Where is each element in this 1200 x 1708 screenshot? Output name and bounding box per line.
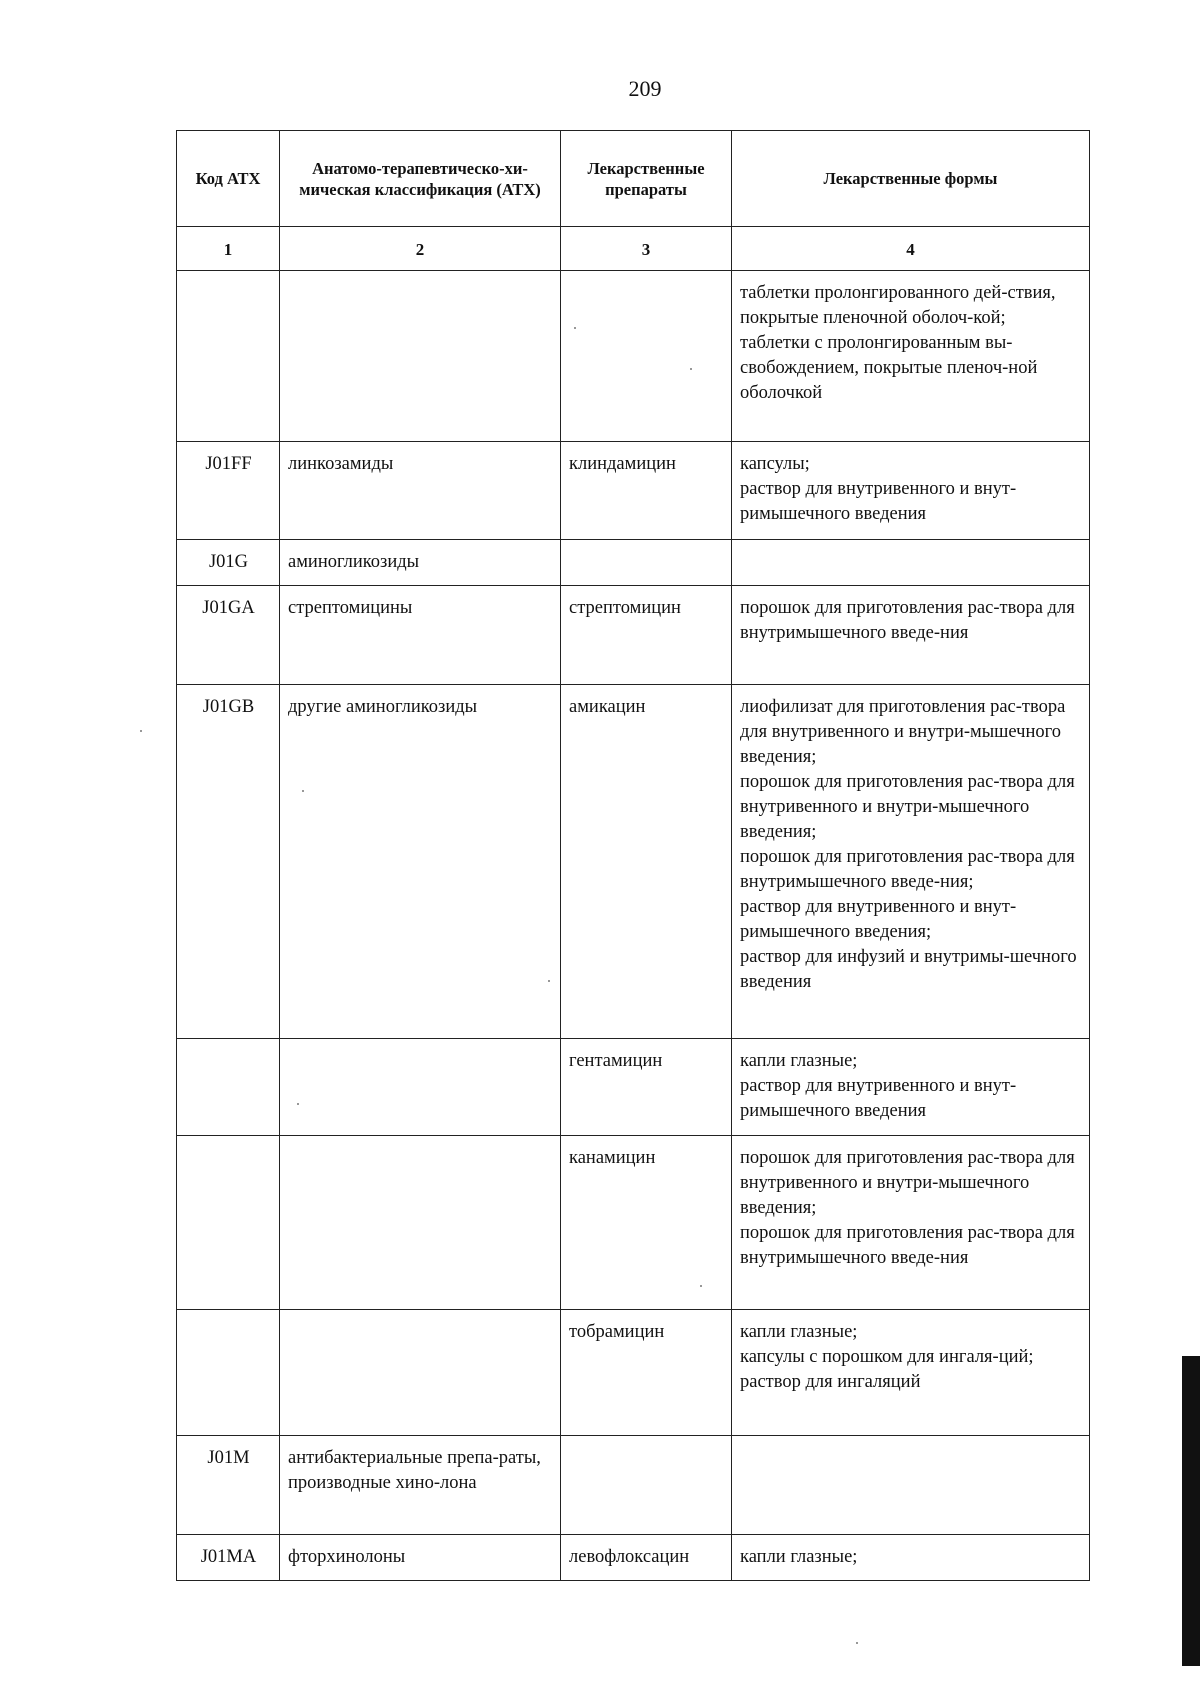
header-drugs: Лекарственные препараты	[561, 131, 732, 227]
scan-speck	[574, 327, 576, 329]
column-number: 1	[177, 227, 280, 271]
table-row	[177, 442, 1090, 540]
dosage-form-line: раствор для внутривенного и внут-римышечного введения	[740, 1076, 1017, 1121]
dosage-forms-cell	[732, 586, 1090, 685]
dosage-form-line: порошок для приготовления рас-твора для внутримышечного введе-ния;	[740, 847, 1075, 892]
table-row	[177, 271, 1090, 442]
column-number: 3	[561, 227, 732, 271]
classification-cell	[280, 1136, 561, 1310]
drug-name-cell	[561, 271, 732, 442]
table-row	[177, 586, 1090, 685]
atc-code-cell: J01G	[177, 540, 280, 586]
scan-speck	[302, 790, 304, 792]
table-row	[177, 1136, 1090, 1310]
scan-speck	[140, 730, 142, 732]
drug-name-cell: тобрамицин	[561, 1310, 732, 1436]
table-row	[177, 1310, 1090, 1436]
table-row	[177, 1436, 1090, 1535]
classification-cell	[280, 271, 561, 442]
classification-cell: линкозамиды	[280, 442, 561, 540]
dosage-forms-cell	[732, 442, 1090, 540]
dosage-form-line: раствор для внутривенного и внут-римышечного введения	[740, 479, 1017, 524]
dosage-form-line: порошок для приготовления рас-твора для внутримышечного введе-ния	[740, 1223, 1075, 1268]
drug-name-cell	[561, 1436, 732, 1535]
header-classification: Анатомо-терапевтическо-хи-мическая классификация (АТХ)	[280, 131, 561, 227]
atc-drug-table	[176, 130, 1090, 1581]
dosage-form-line: таблетки пролонгированного дей-ствия, покрытые пленочной оболоч-кой;	[740, 283, 1056, 328]
table-row	[177, 685, 1090, 1039]
atc-code-cell	[177, 1039, 280, 1136]
dosage-form-line: порошок для приготовления рас-твора для внутривенного и внутри-мышечного введения;	[740, 1148, 1075, 1218]
dosage-form-line: капли глазные;	[740, 1322, 858, 1342]
classification-cell: фторхинолоны	[280, 1535, 561, 1581]
atc-code-cell: J01GB	[177, 685, 280, 1039]
column-number: 4	[732, 227, 1090, 271]
classification-cell: аминогликозиды	[280, 540, 561, 586]
scan-edge-mark	[1182, 1356, 1200, 1666]
dosage-forms-cell	[732, 685, 1090, 1039]
dosage-forms-cell	[732, 1310, 1090, 1436]
column-number: 2	[280, 227, 561, 271]
scan-speck	[690, 368, 692, 370]
drug-name-cell: клиндамицин	[561, 442, 732, 540]
dosage-forms-cell	[732, 271, 1090, 442]
dosage-form-line: порошок для приготовления рас-твора для внутримышечного введе-ния	[740, 598, 1075, 643]
dosage-form-line: порошок для приготовления рас-твора для внутривенного и внутри-мышечного введения;	[740, 772, 1075, 842]
classification-cell: стрептомицины	[280, 586, 561, 685]
classification-cell: другие аминогликозиды	[280, 685, 561, 1039]
dosage-form-line: раствор для внутривенного и внут-римышечного введения;	[740, 897, 1017, 942]
dosage-forms-cell	[732, 1535, 1090, 1581]
drug-name-cell: левофлоксацин	[561, 1535, 732, 1581]
column-number-row	[177, 227, 1090, 271]
dosage-form-line: раствор для ингаляций	[740, 1372, 921, 1392]
atc-code-cell: J01M	[177, 1436, 280, 1535]
atc-code-cell	[177, 1136, 280, 1310]
page-number: 209	[628, 76, 662, 101]
drug-name-cell: стрептомицин	[561, 586, 732, 685]
header-forms: Лекарственные формы	[732, 131, 1090, 227]
atc-code-cell	[177, 1310, 280, 1436]
scan-speck	[297, 1103, 299, 1105]
table-body	[177, 271, 1090, 1581]
classification-cell	[280, 1039, 561, 1136]
dosage-form-line: раствор для инфузий и внутримы-шечного введения	[740, 947, 1077, 992]
atc-code-cell	[177, 271, 280, 442]
scan-speck	[856, 1642, 858, 1644]
dosage-form-line: капли глазные;	[740, 1051, 858, 1071]
table-row	[177, 1039, 1090, 1136]
dosage-forms-cell	[732, 1436, 1090, 1535]
drug-name-cell: канамицин	[561, 1136, 732, 1310]
header-row	[177, 131, 1090, 227]
classification-cell: антибактериальные препа-раты, производные хино-лона	[280, 1436, 561, 1535]
dosage-forms-cell	[732, 1136, 1090, 1310]
table-row	[177, 540, 1090, 586]
dosage-form-line: капли глазные;	[740, 1547, 858, 1567]
drug-name-cell: амикацин	[561, 685, 732, 1039]
scan-speck	[700, 1285, 702, 1287]
dosage-form-line: лиофилизат для приготовления рас-твора для внутривенного и внутри-мышечного введения;	[740, 697, 1066, 767]
atc-code-cell: J01FF	[177, 442, 280, 540]
drug-name-cell: гентамицин	[561, 1039, 732, 1136]
atc-code-cell: J01GA	[177, 586, 280, 685]
dosage-forms-cell	[732, 540, 1090, 586]
atc-code-cell: J01MA	[177, 1535, 280, 1581]
header-code: Код АТХ	[177, 131, 280, 227]
scan-speck	[548, 980, 550, 982]
dosage-forms-cell	[732, 1039, 1090, 1136]
dosage-form-line: таблетки с пролонгированным вы-свобождением, покрытые пленоч-ной оболочкой	[740, 333, 1038, 403]
drug-name-cell	[561, 540, 732, 586]
table-row	[177, 1535, 1090, 1581]
dosage-form-line: капсулы;	[740, 454, 810, 474]
classification-cell	[280, 1310, 561, 1436]
dosage-form-line: капсулы с порошком для ингаля-ций;	[740, 1347, 1034, 1367]
